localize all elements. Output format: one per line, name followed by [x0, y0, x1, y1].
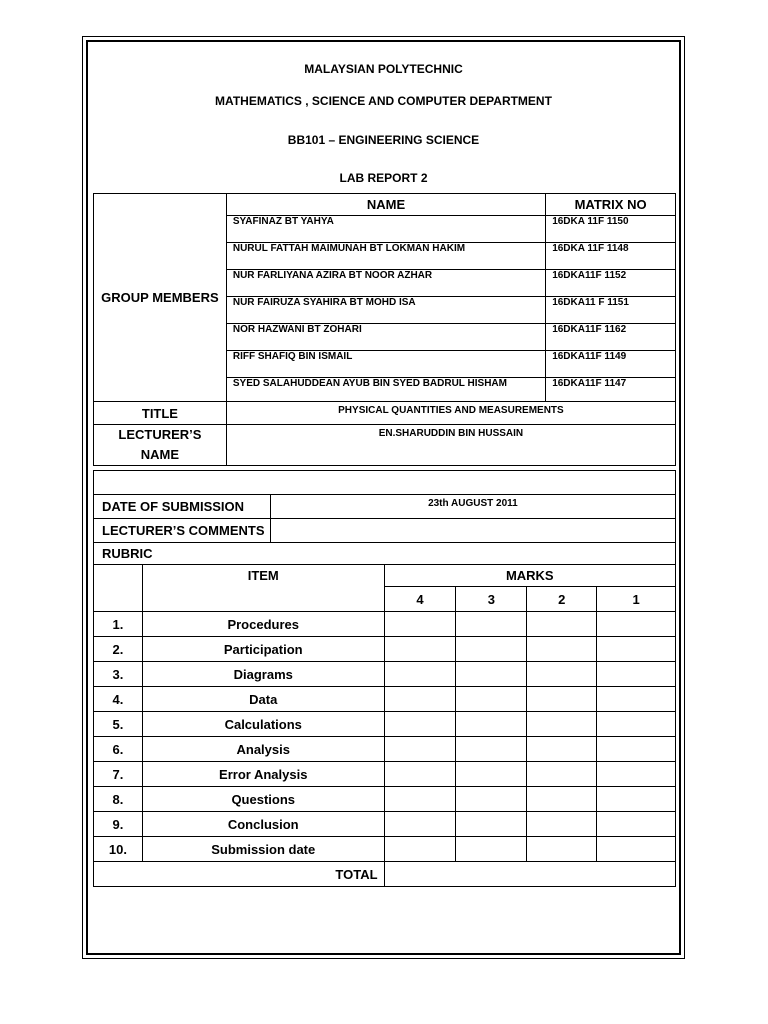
lecturer-value: EN.SHARUDDIN BIN HUSSAIN — [226, 425, 675, 466]
mark-cell — [597, 612, 676, 637]
rubric-row-item: Analysis — [142, 737, 384, 762]
rubric-number-header — [94, 565, 143, 612]
mark-cell — [384, 712, 456, 737]
mark-cell — [384, 837, 456, 862]
title-label: TITLE — [94, 402, 227, 425]
mark-cell — [527, 637, 597, 662]
mark-cell — [527, 762, 597, 787]
rubric-row-item: Procedures — [142, 612, 384, 637]
rubric-row-item: Diagrams — [142, 662, 384, 687]
mark-cell — [597, 662, 676, 687]
name-column-header: NAME — [226, 194, 545, 216]
mark-cell — [527, 737, 597, 762]
lecturer-comments-value — [270, 519, 675, 543]
mark-cell — [527, 612, 597, 637]
mark-2-header: 2 — [527, 587, 597, 612]
mark-cell — [456, 637, 527, 662]
rubric-row-number: 1. — [94, 612, 143, 637]
mark-cell — [384, 787, 456, 812]
mark-cell — [597, 712, 676, 737]
rubric-row-item: Questions — [142, 787, 384, 812]
rubric-row-item: Submission date — [142, 837, 384, 862]
lecturer-label-line1: LECTURER’S — [118, 427, 202, 442]
title-value: PHYSICAL QUANTITIES AND MEASUREMENTS — [226, 402, 675, 425]
rubric-row — [94, 612, 676, 637]
mark-cell — [384, 687, 456, 712]
mark-cell — [456, 612, 527, 637]
rubric-row — [94, 762, 676, 787]
total-label: TOTAL — [94, 862, 385, 887]
member-name: SYED SALAHUDDEAN AYUB BIN SYED BADRUL HISHAM — [226, 378, 545, 402]
rubric-row-number: 9. — [94, 812, 143, 837]
course-title: BB101 – ENGINEERING SCIENCE — [287, 133, 480, 147]
group-members-label: GROUP MEMBERS — [94, 194, 227, 402]
member-matrix: 16DKA11 F 1151 — [546, 297, 676, 324]
rubric-row-number: 3. — [94, 662, 143, 687]
rubric-row — [94, 637, 676, 662]
mark-1-header: 1 — [597, 587, 676, 612]
mark-cell — [597, 812, 676, 837]
mark-cell — [456, 662, 527, 687]
submission-table — [93, 470, 676, 565]
institution-title: MALAYSIAN POLYTECHNIC — [304, 62, 463, 76]
mark-3-header: 3 — [456, 587, 527, 612]
member-name: NUR FARLIYANA AZIRA BT NOOR AZHAR — [226, 270, 545, 297]
member-matrix: 16DKA 11F 1150 — [546, 216, 676, 243]
mark-cell — [597, 737, 676, 762]
mark-cell — [597, 762, 676, 787]
mark-4-header: 4 — [384, 587, 456, 612]
mark-cell — [597, 837, 676, 862]
mark-cell — [597, 687, 676, 712]
rubric-row-number: 2. — [94, 637, 143, 662]
rubric-row-item: Calculations — [142, 712, 384, 737]
rubric-row — [94, 787, 676, 812]
rubric-row — [94, 662, 676, 687]
blank-row — [94, 471, 676, 495]
rubric-row-number: 6. — [94, 737, 143, 762]
rubric-row-item: Participation — [142, 637, 384, 662]
member-matrix: 16DKA11F 1149 — [546, 351, 676, 378]
rubric-row — [94, 737, 676, 762]
group-members-table — [93, 193, 676, 466]
mark-cell — [527, 662, 597, 687]
mark-cell — [456, 762, 527, 787]
lecturer-label-line2: NAME — [140, 447, 180, 462]
rubric-table — [93, 564, 676, 887]
mark-cell — [384, 762, 456, 787]
rubric-row-item: Conclusion — [142, 812, 384, 837]
lecturer-comments-label: LECTURER’S COMMENTS — [94, 519, 271, 543]
mark-cell — [456, 787, 527, 812]
mark-cell — [527, 712, 597, 737]
member-matrix: 16DKA 11F 1148 — [546, 243, 676, 270]
rubric-row-number: 5. — [94, 712, 143, 737]
mark-cell — [384, 737, 456, 762]
mark-cell — [527, 812, 597, 837]
rubric-row-number: 4. — [94, 687, 143, 712]
rubric-row-number: 7. — [94, 762, 143, 787]
member-matrix: 16DKA11F 1152 — [546, 270, 676, 297]
rubric-row-number: 10. — [94, 837, 143, 862]
mark-cell — [384, 812, 456, 837]
rubric-row-number: 8. — [94, 787, 143, 812]
mark-cell — [527, 687, 597, 712]
rubric-label: RUBRIC — [94, 543, 676, 565]
report-title: LAB REPORT 2 — [339, 171, 428, 185]
matrix-column-header: MATRIX NO — [546, 194, 676, 216]
total-value — [384, 862, 675, 887]
rubric-row-item: Data — [142, 687, 384, 712]
mark-cell — [527, 837, 597, 862]
rubric-row — [94, 712, 676, 737]
marks-header: MARKS — [384, 565, 675, 587]
mark-cell — [456, 812, 527, 837]
item-header: ITEM — [142, 565, 384, 612]
rubric-row — [94, 687, 676, 712]
mark-cell — [527, 787, 597, 812]
member-name: NUR FAIRUZA SYAHIRA BT MOHD ISA — [226, 297, 545, 324]
mark-cell — [597, 787, 676, 812]
member-name: NURUL FATTAH MAIMUNAH BT LOKMAN HAKIM — [226, 243, 545, 270]
mark-cell — [384, 612, 456, 637]
member-name: NOR HAZWANI BT ZOHARI — [226, 324, 545, 351]
mark-cell — [456, 837, 527, 862]
member-name: RIFF SHAFIQ BIN ISMAIL — [226, 351, 545, 378]
mark-cell — [456, 687, 527, 712]
rubric-row — [94, 837, 676, 862]
member-name: SYAFINAZ BT YAHYA — [226, 216, 545, 243]
mark-cell — [456, 737, 527, 762]
lecturer-label — [94, 425, 227, 466]
department-title: MATHEMATICS , SCIENCE AND COMPUTER DEPARTMENT — [215, 94, 552, 108]
date-of-submission-label: DATE OF SUBMISSION — [94, 495, 271, 519]
mark-cell — [456, 712, 527, 737]
rubric-row — [94, 812, 676, 837]
member-matrix: 16DKA11F 1147 — [546, 378, 676, 402]
mark-cell — [597, 637, 676, 662]
rubric-row-item: Error Analysis — [142, 762, 384, 787]
date-of-submission-value: 23th AUGUST 2011 — [270, 495, 675, 519]
mark-cell — [384, 662, 456, 687]
member-matrix: 16DKA11F 1162 — [546, 324, 676, 351]
mark-cell — [384, 637, 456, 662]
